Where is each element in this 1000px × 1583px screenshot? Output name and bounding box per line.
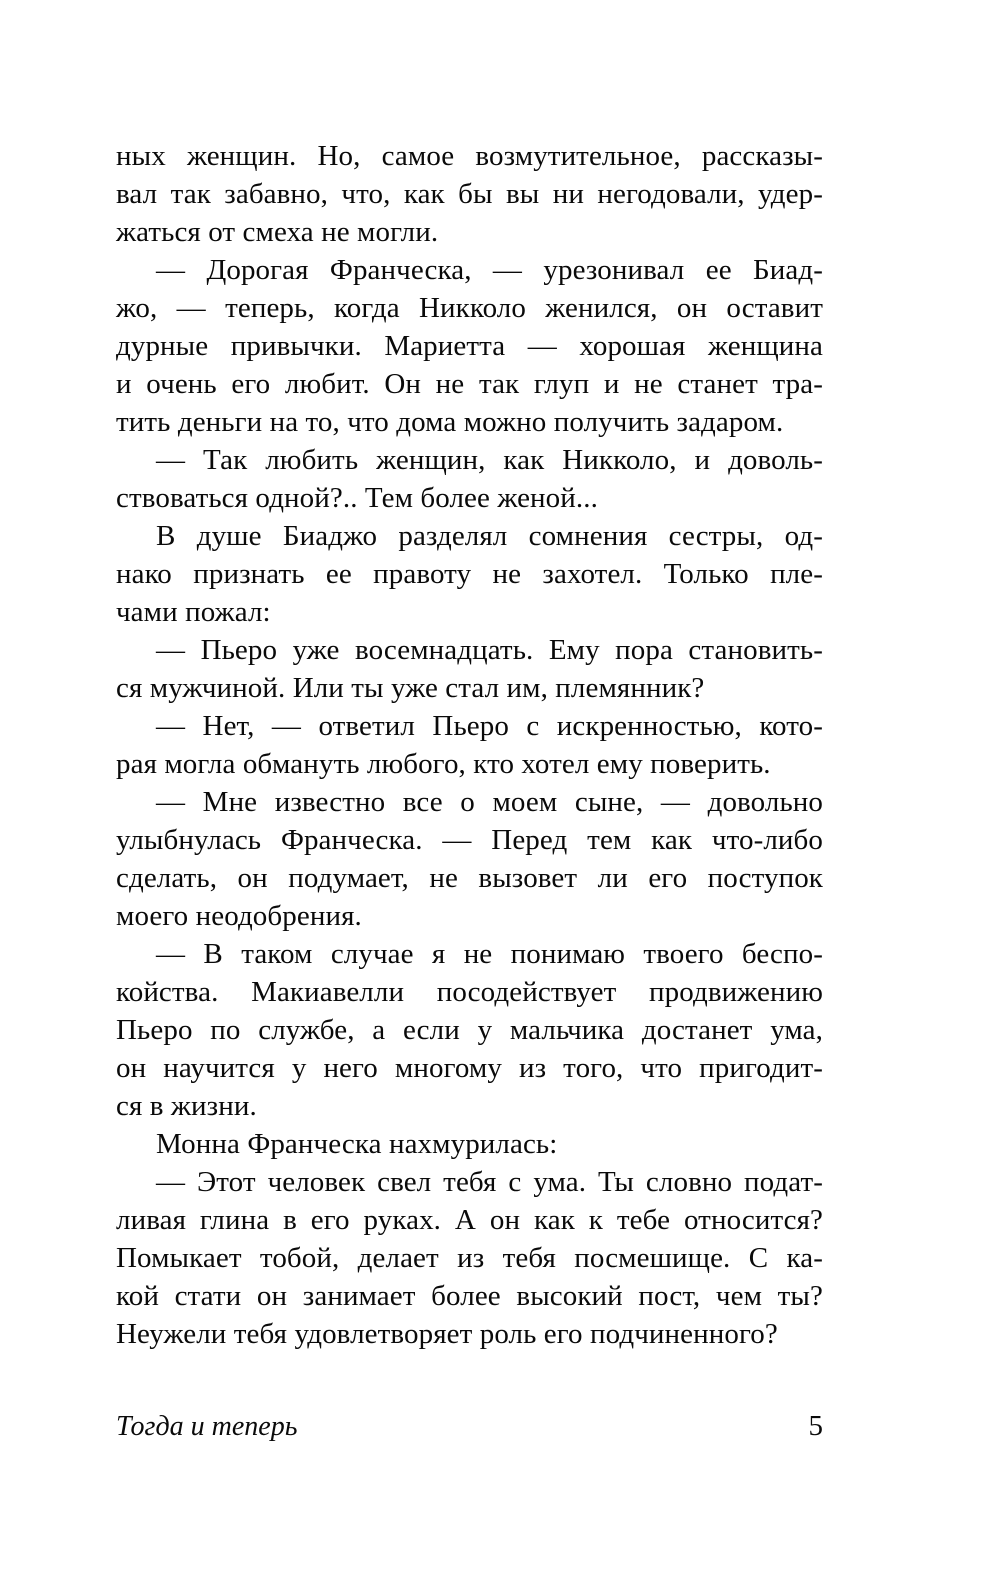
text-line: — Нет, — ответил Пьеро с искренностью, кото- bbox=[156, 710, 823, 742]
text-line: моего неодобрения. bbox=[116, 900, 362, 932]
text-line: дурные привычки. Мариетта — хорошая женщина bbox=[116, 330, 823, 362]
text-line: жо, — теперь, когда Никколо женился, он оставит bbox=[116, 292, 823, 324]
text-line: сделать, он подумает, не вызовет ли его поступок bbox=[116, 862, 823, 894]
text-line: ных женщин. Но, самое возмутительное, рассказы- bbox=[116, 140, 823, 172]
text-line: и очень его любит. Он не так глуп и не станет тра- bbox=[116, 368, 823, 400]
text-line: — В таком случае я не понимаю твоего беспо- bbox=[156, 938, 823, 970]
text-line: — Пьеро уже восемнадцать. Ему пора становить- bbox=[156, 634, 823, 666]
text-line: Монна Франческа нахмурилась: bbox=[156, 1128, 558, 1160]
text-line: ся в жизни. bbox=[116, 1090, 257, 1122]
text-line: улыбнулась Франческа. — Перед тем как что-либо bbox=[116, 824, 823, 856]
text-line: он научится у него многому из того, что пригодит- bbox=[116, 1052, 823, 1084]
page-number: 5 bbox=[808, 1410, 823, 1442]
text-line: Неужели тебя удовлетворяет роль его подчиненного? bbox=[116, 1318, 778, 1350]
text-line: — Так любить женщин, как Никколо, и доволь- bbox=[156, 444, 823, 476]
text-line: чами пожал: bbox=[116, 596, 271, 628]
text-line: ствоваться одной?.. Тем более женой... bbox=[116, 482, 598, 514]
text-line: кой стати он занимает более высокий пост, чем ты? bbox=[116, 1280, 823, 1312]
text-line: нако признать ее правоту не захотел. Только пле- bbox=[116, 558, 823, 590]
running-title: Тогда и теперь bbox=[116, 1411, 298, 1442]
text-line: — Мне известно все о моем сыне, — довольно bbox=[156, 786, 823, 818]
text-line: ся мужчиной. Или ты уже стал им, племянник? bbox=[116, 672, 705, 704]
text-line: вал так забавно, что, как бы вы ни негодовали, удер- bbox=[116, 178, 823, 210]
body-text bbox=[116, 137, 823, 1353]
page-footer bbox=[116, 1408, 823, 1445]
text-line: Помыкает тобой, делает из тебя посмешище. С ка- bbox=[116, 1242, 823, 1274]
text-line: койства. Макиавелли посодействует продвижению bbox=[116, 976, 823, 1008]
text-line: ливая глина в его руках. А он как к тебе относится? bbox=[116, 1204, 823, 1236]
text-line: жаться от смеха не могли. bbox=[116, 216, 439, 248]
text-line: — Дорогая Франческа, — урезонивал ее Биад- bbox=[156, 254, 823, 286]
text-line: тить деньги на то, что дома можно получить задаром. bbox=[116, 406, 784, 438]
text-line: Пьеро по службе, а если у мальчика достанет ума, bbox=[116, 1014, 823, 1046]
text-line: рая могла обмануть любого, кто хотел ему поверить. bbox=[116, 748, 771, 780]
text-line: В душе Биаджо разделял сомнения сестры, од- bbox=[156, 520, 823, 552]
text-line: — Этот человек свел тебя с ума. Ты словно подат- bbox=[156, 1166, 823, 1198]
